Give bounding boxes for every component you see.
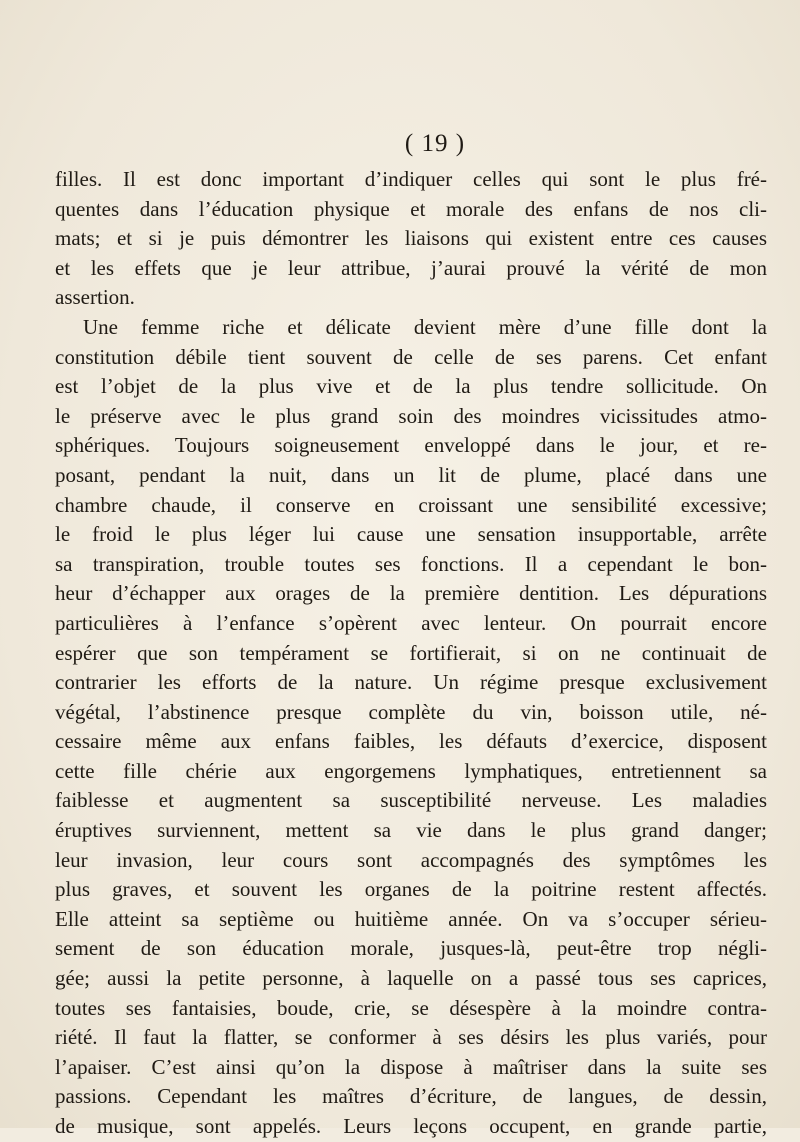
text-line: de musique, sont appelés. Leurs leçons occupent, en grande partie, <box>55 1114 767 1138</box>
page-number: ( 19 ) <box>404 130 466 157</box>
text-line: sphériques. Toujours soigneusement enveloppé dans le jour, et re- <box>55 433 767 458</box>
text-line: Elle atteint sa septième ou huitième année. On va s’occuper sérieu- <box>55 906 767 931</box>
text-line: plus graves, et souvent les organes de la poitrine restent affectés. <box>55 877 767 902</box>
text-line: mats; et si je puis démontrer les liaisons qui existent entre ces causes <box>55 226 767 251</box>
text-line: constitution débile tient souvent de celle de ses parens. Cet enfant <box>55 344 767 369</box>
text-line: l’apaiser. C’est ainsi qu’on la dispose à maîtriser dans la suite ses <box>55 1054 767 1079</box>
text-line: heur d’échapper aux orages de la première dentition. Les dépurations <box>55 581 767 606</box>
text-line: est l’objet de la plus vive et de la plus tendre sollicitude. On <box>55 374 767 399</box>
text-line: le préserve avec le plus grand soin des moindres vicissitudes atmo- <box>55 403 767 428</box>
text-line: cessaire même aux enfans faibles, les défauts d’exercice, disposent <box>55 729 767 754</box>
body-text <box>55 165 767 1142</box>
text-line: quentes dans l’éducation physique et morale des enfans de nos cli- <box>55 196 767 221</box>
text-line: espérer que son tempérament se fortifierait, si on ne continuait de <box>55 640 767 665</box>
text-line: éruptives surviennent, mettent sa vie dans le plus grand danger; <box>55 818 767 843</box>
text-line: toutes ses fantaisies, boude, crie, se désespère à la moindre contra- <box>55 995 767 1020</box>
text-line: cette fille chérie aux engorgemens lymphatiques, entretiennent sa <box>55 758 767 783</box>
text-line: sement de son éducation morale, jusques-là, peut-être trop négli- <box>55 936 767 961</box>
text-line: le froid le plus léger lui cause une sensation insupportable, arrête <box>55 522 767 547</box>
text-line: particulières à l’enfance s’opèrent avec lenteur. On pourrait encore <box>55 610 767 635</box>
text-line: gée; aussi la petite personne, à laquelle on a passé tous ses caprices, <box>55 966 767 991</box>
text-line: et les effets que je leur attribue, j’aurai prouvé la vérité de mon <box>55 255 767 280</box>
text-line: leur invasion, leur cours sont accompagnés des symptômes les <box>55 847 767 872</box>
text-line: sa transpiration, trouble toutes ses fonctions. Il a cependant le bon- <box>55 551 767 576</box>
text-line: faiblesse et augmentent sa susceptibilité nerveuse. Les maladies <box>55 788 767 813</box>
text-line: passions. Cependant les maîtres d’écriture, de langues, de dessin, <box>55 1084 767 1109</box>
text-line: filles. Il est donc important d’indiquer celles qui sont le plus fré- <box>55 167 767 191</box>
text-line: Une femme riche et délicate devient mère d’une fille dont la <box>83 314 767 339</box>
text-line: contrarier les efforts de la nature. Un régime presque exclusivement <box>55 670 767 695</box>
text-line: riété. Il faut la flatter, se conformer à ses désirs les plus variés, pour <box>55 1025 767 1050</box>
text-line: assertion. <box>55 285 135 310</box>
text-line: chambre chaude, il conserve en croissant une sensibilité excessive; <box>55 492 767 517</box>
text-line: posant, pendant la nuit, dans un lit de plume, placé dans une <box>55 462 767 487</box>
text-line: végétal, l’abstinence presque complète du vin, boisson utile, né- <box>55 699 767 724</box>
